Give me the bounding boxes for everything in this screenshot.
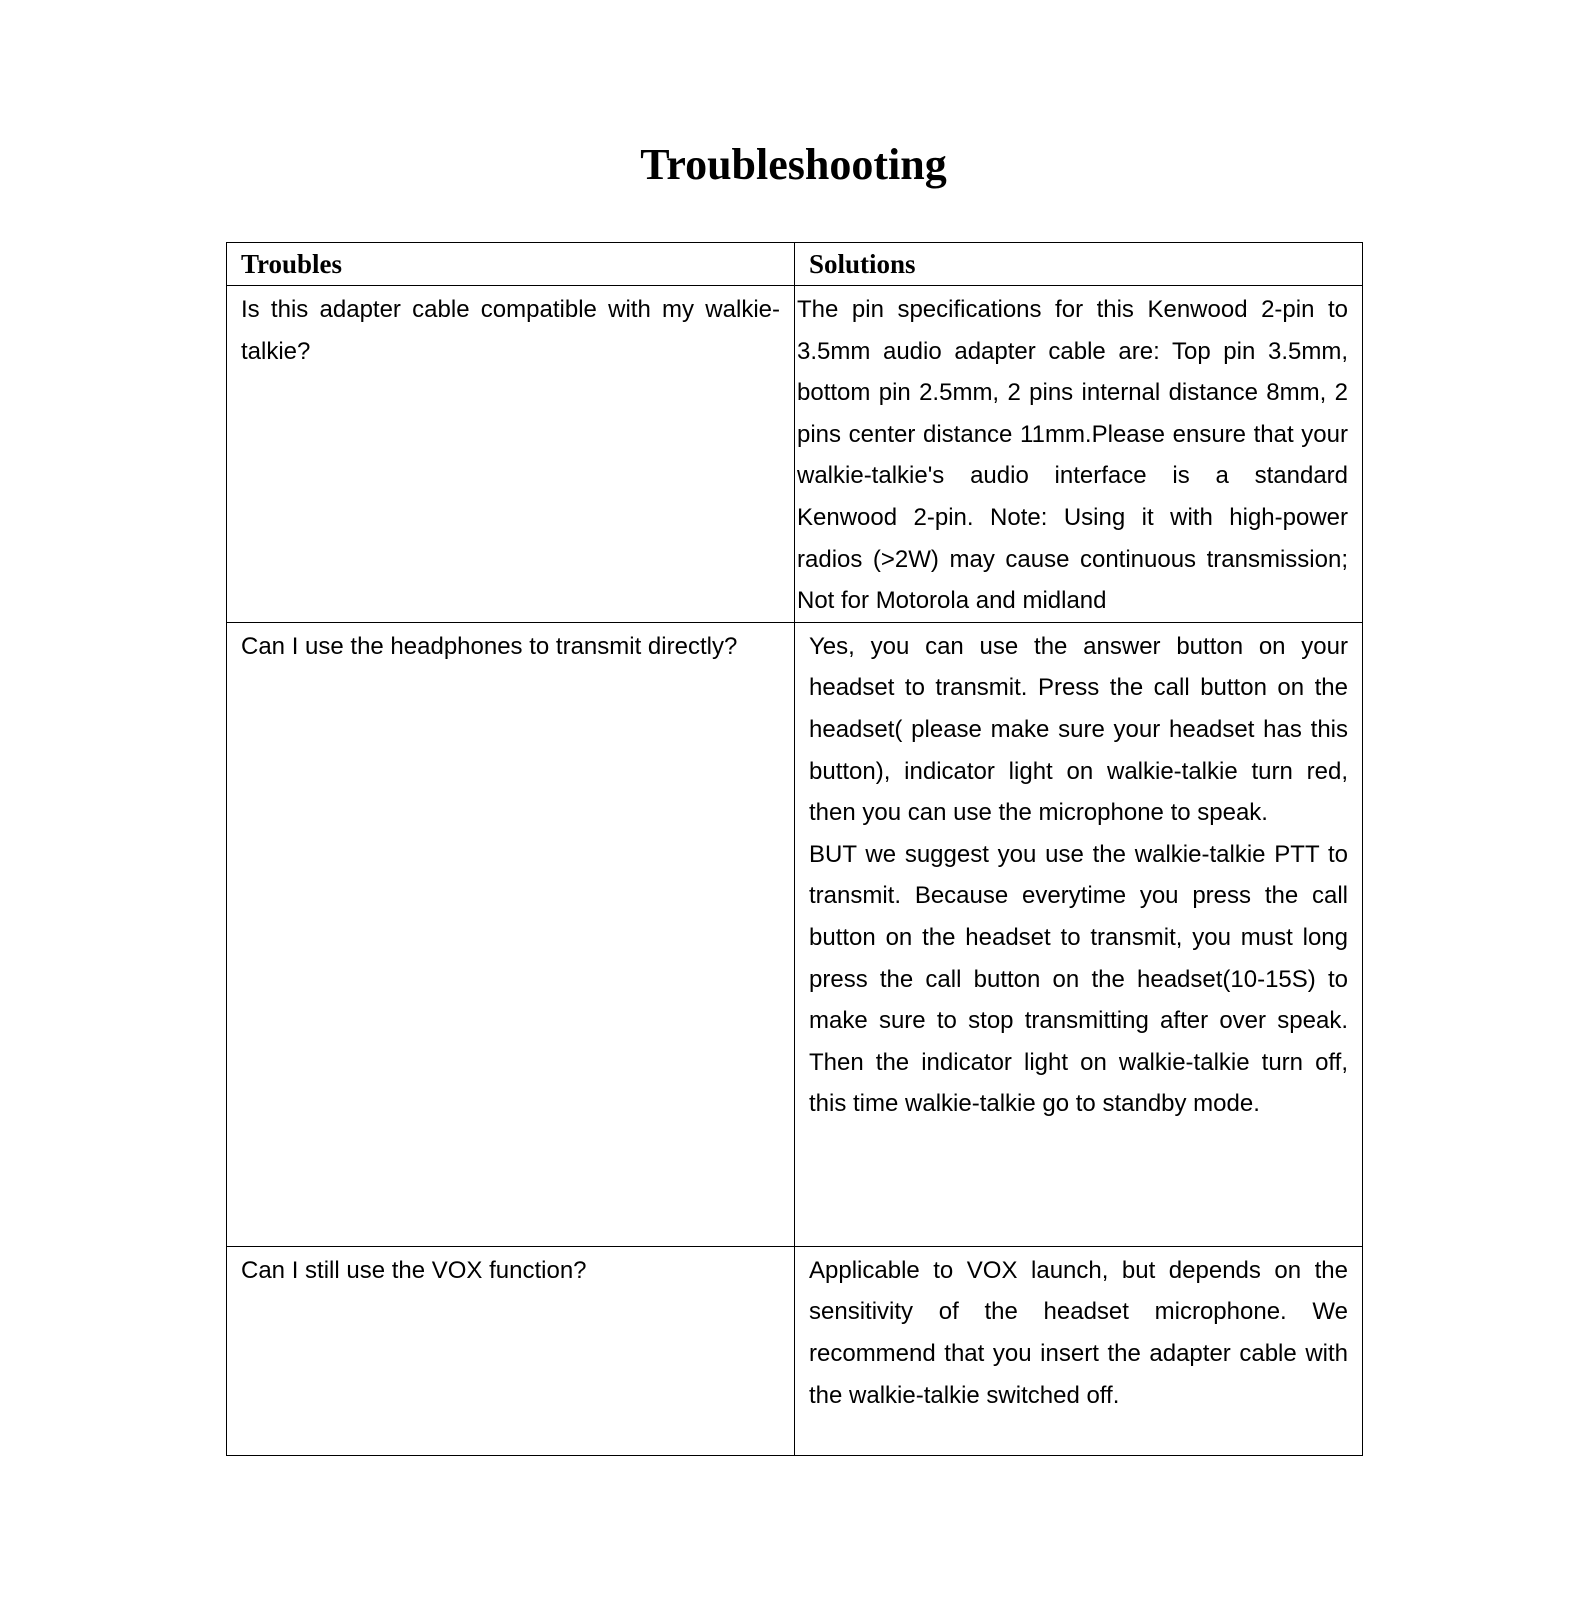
solution-cell xyxy=(795,622,1363,1246)
page-title: Troubleshooting xyxy=(640,140,947,189)
solution-cell: Applicable to VOX launch, but depends on the sensitivity of the headset microphone. We recommend that you insert the adapter cable with the walkie-talkie switched off. xyxy=(795,1246,1363,1455)
troubleshooting-table xyxy=(226,242,1363,1456)
solution-paragraph: Yes, you can use the answer button on your headset to transmit. Press the call button on the headset( please make sure your headset has this button), indicator light on walkie-talkie turn red, then you can use the microphone to speak. xyxy=(809,632,1348,827)
table-header-row xyxy=(227,243,1363,286)
solution-cell: The pin specifications for this Kenwood 2-pin to 3.5mm audio adapter cable are: Top pin 3.5mm, bottom pin 2.5mm, 2 pins internal distance 8mm, 2 pins center distance 11mm.Please ensure that your walkie-talkie's audio interface is a standard Kenwood 2-pin. Note: Using it with high-power radios (>2W) may cause continuous transmission; Not for Motorola and midland xyxy=(795,286,1363,623)
table-row xyxy=(227,622,1363,1246)
header-solutions: Solutions xyxy=(795,243,1363,286)
solution-paragraph: BUT we suggest you use the walkie-talkie PTT to transmit. Because everytime you press the call button on the headset to transmit, you must long press the call button on the headset(10-15S) to make sure to stop transmitting after over speak. Then the indicator light on walkie-talkie turn off, this time walkie-talkie go to standby mode. xyxy=(809,840,1348,1118)
trouble-cell: Is this adapter cable compatible with my walkie-talkie? xyxy=(227,286,795,623)
trouble-cell: Can I still use the VOX function? xyxy=(227,1246,795,1455)
header-troubles: Troubles xyxy=(227,243,795,286)
trouble-cell: Can I use the headphones to transmit directly? xyxy=(227,622,795,1246)
table-row xyxy=(227,286,1363,623)
table-row xyxy=(227,1246,1363,1455)
